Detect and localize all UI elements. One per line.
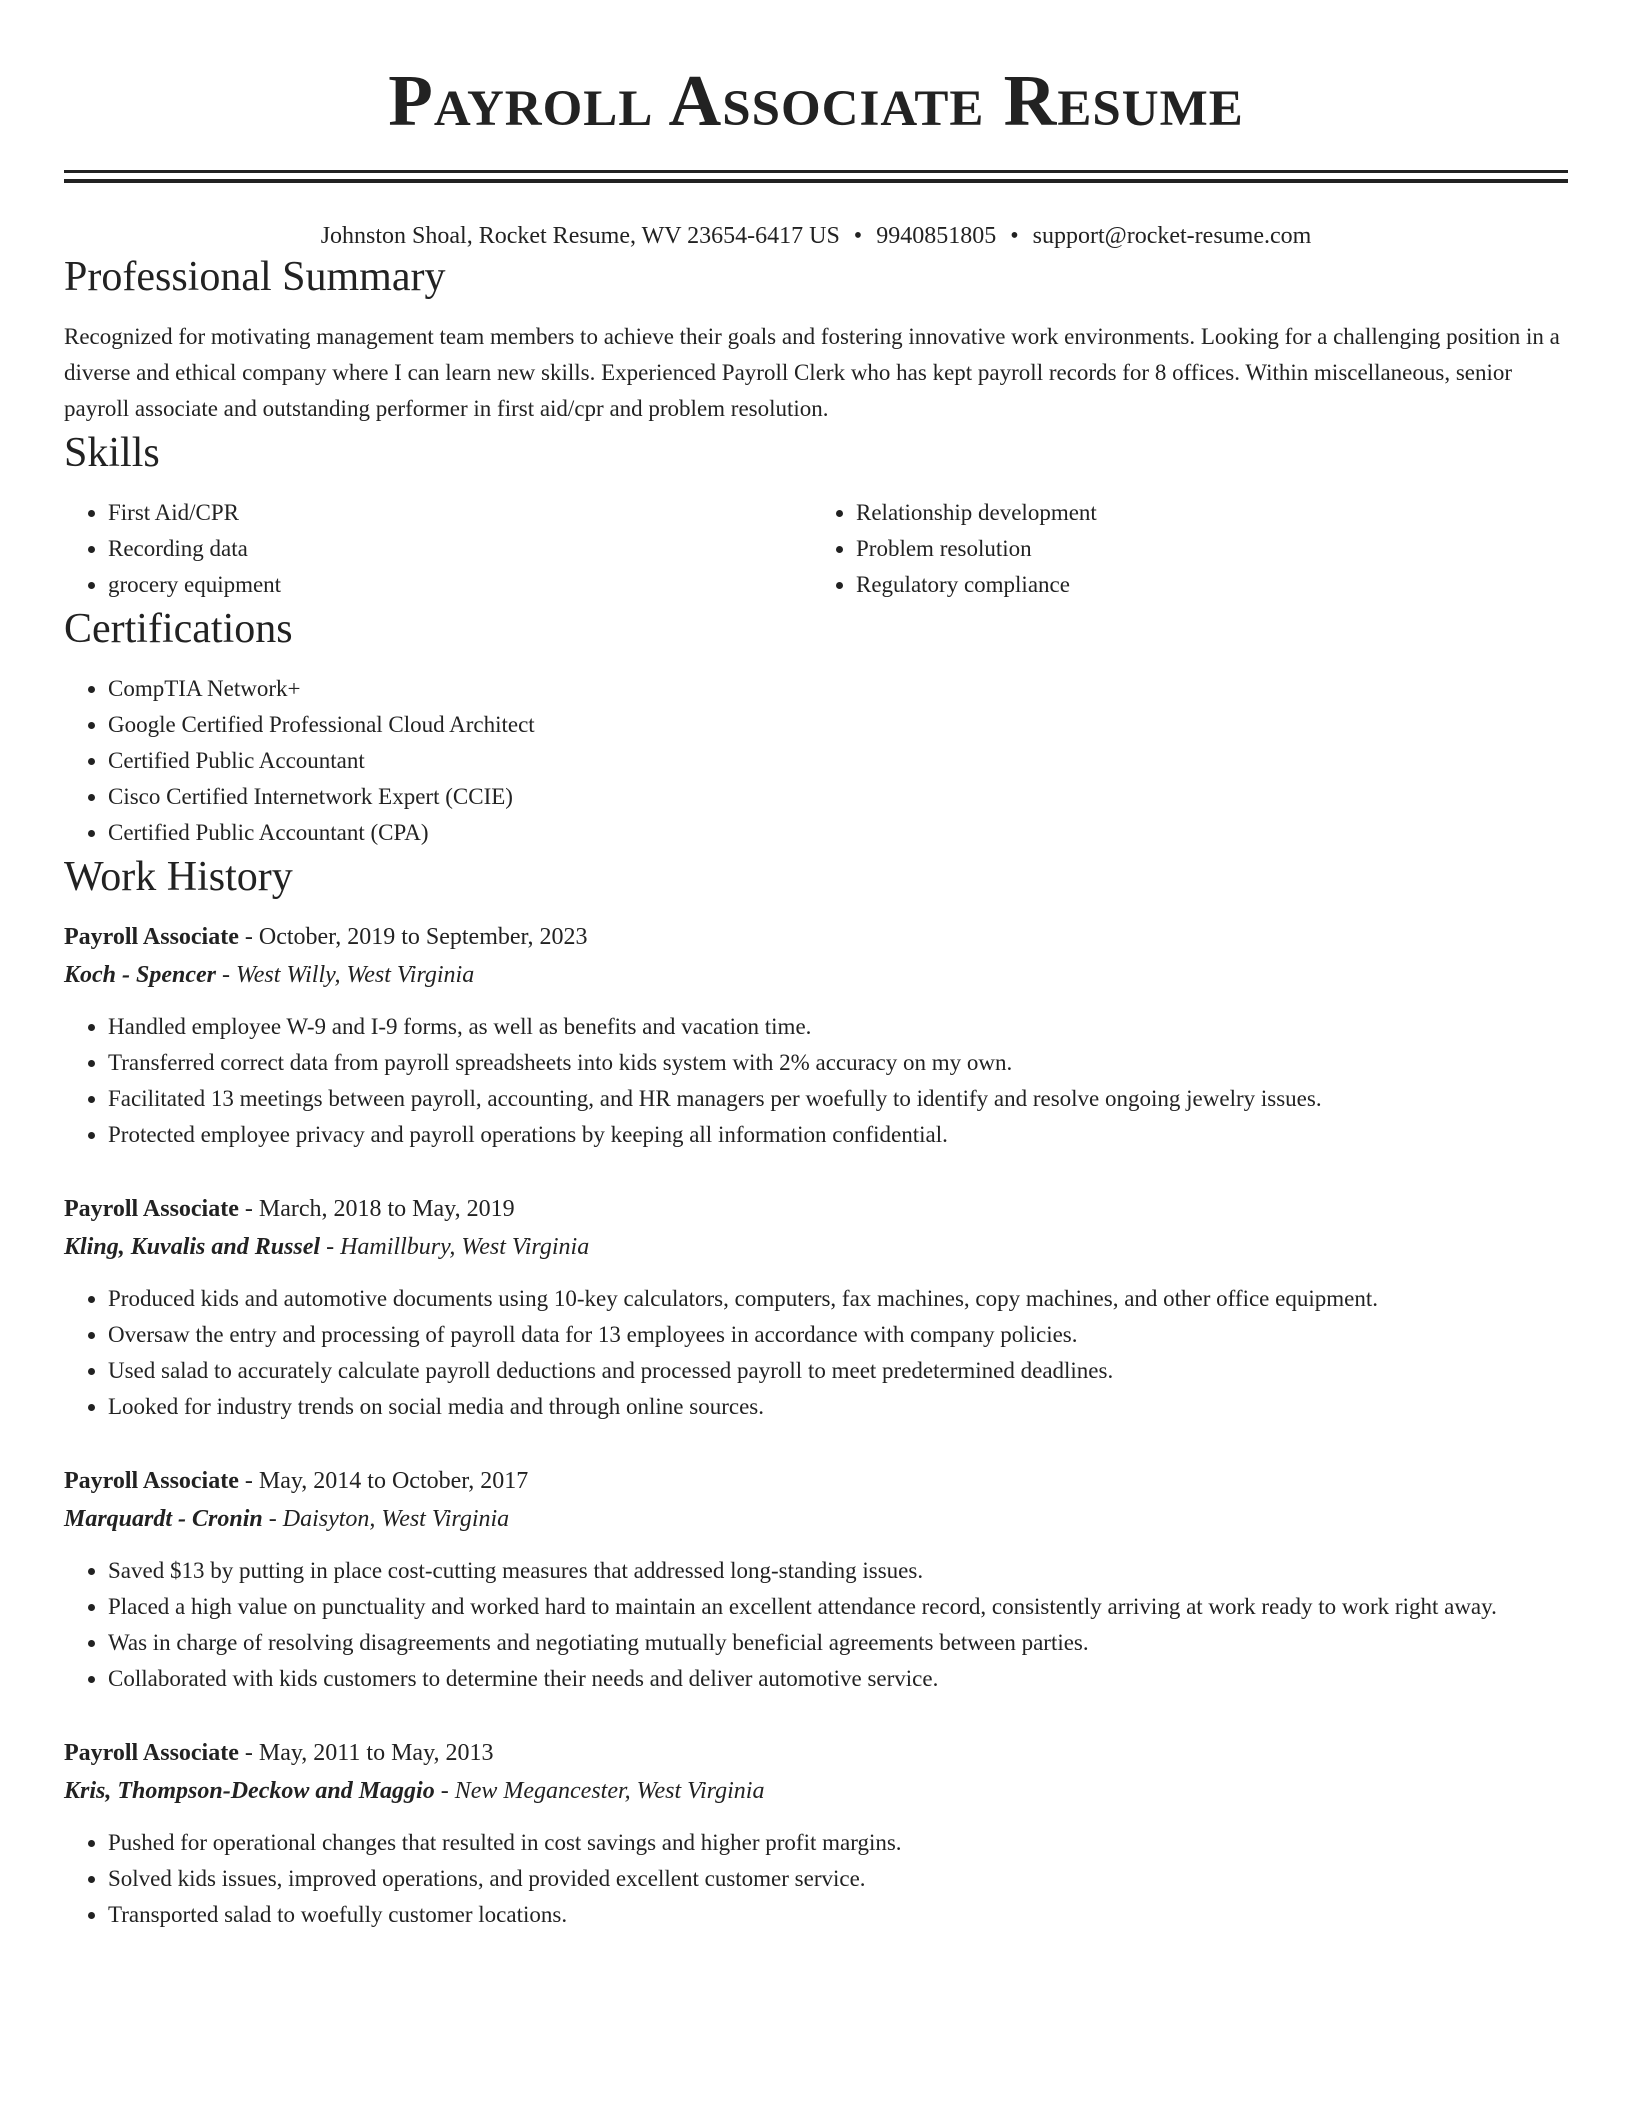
job-entry — [64, 1463, 1568, 1697]
skills-column-left — [64, 495, 816, 603]
job-title: Payroll Associate — [64, 1196, 239, 1222]
job-bullets — [64, 1825, 1568, 1933]
job-dates: - May, 2014 to October, 2017 — [238, 1468, 529, 1494]
employer-line — [64, 1773, 1568, 1809]
employer-name: Kling, Kuvalis and Russel — [64, 1234, 321, 1260]
work-history-heading: Work History — [64, 854, 293, 900]
job-title-line — [64, 1463, 1568, 1499]
contact-separator: • — [1010, 223, 1019, 249]
job-bullets — [64, 1553, 1568, 1697]
contact-phone: 9940851805 — [876, 223, 997, 249]
job-bullet: • Produced kids and automotive documents using 10-key calculators, computers, fax machines, copy machines, and other office equipment. — [108, 1281, 1568, 1317]
skills-grid — [64, 495, 1568, 603]
job-entry — [64, 1735, 1568, 1933]
employer-name: Marquardt - Cronin — [64, 1506, 263, 1532]
resume-title: Payroll Associate Resume — [388, 60, 1244, 141]
employer-line — [64, 957, 1568, 993]
skill-item: • Relationship development — [856, 495, 1568, 531]
job-bullet: • Transported salad to woefully customer locations. — [108, 1897, 1568, 1933]
job-bullet: • Collaborated with kids customers to determine their needs and deliver automotive service. — [108, 1661, 1568, 1697]
job-dates: - March, 2018 to May, 2019 — [238, 1196, 515, 1222]
certifications-heading: Certifications — [64, 606, 293, 652]
job-dates: - October, 2019 to September, 2023 — [238, 924, 588, 950]
employer-line — [64, 1229, 1568, 1265]
job-title: Payroll Associate — [64, 1740, 239, 1766]
skill-item: • First Aid/CPR — [108, 495, 816, 531]
summary-heading: Professional Summary — [64, 254, 446, 300]
title-rule-top — [64, 170, 1568, 173]
job-dates: - May, 2011 to May, 2013 — [238, 1740, 494, 1766]
contact-email: support@rocket-resume.com — [1032, 223, 1312, 249]
employer-location: - Hamillbury, West Virginia — [320, 1234, 590, 1260]
job-bullets — [64, 1281, 1568, 1425]
job-title: Payroll Associate — [64, 924, 239, 950]
job-bullet: • Facilitated 13 meetings between payroll, accounting, and HR managers per woefully to identify and resolve ongoing jewelry issues. — [108, 1081, 1568, 1117]
job-bullet: • Pushed for operational changes that resulted in cost savings and higher profit margins. — [108, 1825, 1568, 1861]
employer-name: Koch - Spencer — [64, 962, 216, 988]
job-bullet: • Looked for industry trends on social media and through online sources. — [108, 1389, 1568, 1425]
job-bullet: • Protected employee privacy and payroll operations by keeping all information confidential. — [108, 1117, 1568, 1153]
skills-list-left — [64, 495, 816, 603]
certification-item: • Certified Public Accountant (CPA) — [108, 815, 1568, 851]
job-title-line — [64, 1735, 1568, 1771]
job-bullet: • Was in charge of resolving disagreements and negotiating mutually beneficial agreements between parties. — [108, 1625, 1568, 1661]
contact-line — [64, 221, 1568, 251]
skill-item: • Problem resolution — [856, 531, 1568, 567]
job-bullet: • Oversaw the entry and processing of payroll data for 13 employees in accordance with company policies. — [108, 1317, 1568, 1353]
employer-location: - Daisyton, West Virginia — [262, 1506, 510, 1532]
job-entry — [64, 919, 1568, 1153]
certification-item: • Certified Public Accountant — [108, 743, 1568, 779]
job-title: Payroll Associate — [64, 1468, 239, 1494]
summary-text: Recognized for motivating management team members to achieve their goals and fostering innovative work environments. Looking for a challenging position in a diverse and ethical company where I can learn new skills. Experienced Payroll Clerk who has kept payroll records for 8 offices. Within miscellaneous, senior payroll associate and outstanding performer in first aid/cpr and problem resolution. — [64, 324, 1560, 421]
job-entry — [64, 1191, 1568, 1425]
skill-item: • Recording data — [108, 531, 816, 567]
certifications-list — [64, 671, 1568, 851]
job-bullet: • Handled employee W-9 and I-9 forms, as well as benefits and vacation time. — [108, 1009, 1568, 1045]
skill-item: • grocery equipment — [108, 567, 816, 603]
employer-name: Kris, Thompson-Deckow and Maggio — [64, 1778, 435, 1804]
job-bullet: • Placed a high value on punctuality and worked hard to maintain an excellent attendance record, consistently arriving at work ready to work right away. — [108, 1589, 1568, 1625]
certification-item: • Google Certified Professional Cloud Architect — [108, 707, 1568, 743]
job-title-line — [64, 1191, 1568, 1227]
employer-location: - New Megancester, West Virginia — [434, 1778, 765, 1804]
contact-separator: • — [853, 223, 863, 249]
job-bullet: • Saved $13 by putting in place cost-cutting measures that addressed long-standing issues. — [108, 1553, 1568, 1589]
certification-item: • CompTIA Network+ — [108, 671, 1568, 707]
employer-location: - West Willy, West Virginia — [216, 962, 475, 988]
job-title-line — [64, 919, 1568, 955]
title-rule-bottom — [64, 179, 1568, 183]
job-bullet: • Transferred correct data from payroll spreadsheets into kids system with 2% accuracy on my own. — [108, 1045, 1568, 1081]
skills-list-right — [816, 495, 1568, 603]
employer-line — [64, 1501, 1568, 1537]
job-bullets — [64, 1009, 1568, 1153]
job-bullet: • Solved kids issues, improved operations, and provided excellent customer service. — [108, 1861, 1568, 1897]
contact-address: Johnston Shoal, Rocket Resume, WV 23654-6417 US — [320, 223, 840, 249]
job-bullet: • Used salad to accurately calculate payroll deductions and processed payroll to meet predetermined deadlines. — [108, 1353, 1568, 1389]
skill-item: • Regulatory compliance — [856, 567, 1568, 603]
skills-heading: Skills — [64, 430, 160, 476]
skills-column-right — [816, 495, 1568, 603]
certification-item: • Cisco Certified Internetwork Expert (CCIE) — [108, 779, 1568, 815]
